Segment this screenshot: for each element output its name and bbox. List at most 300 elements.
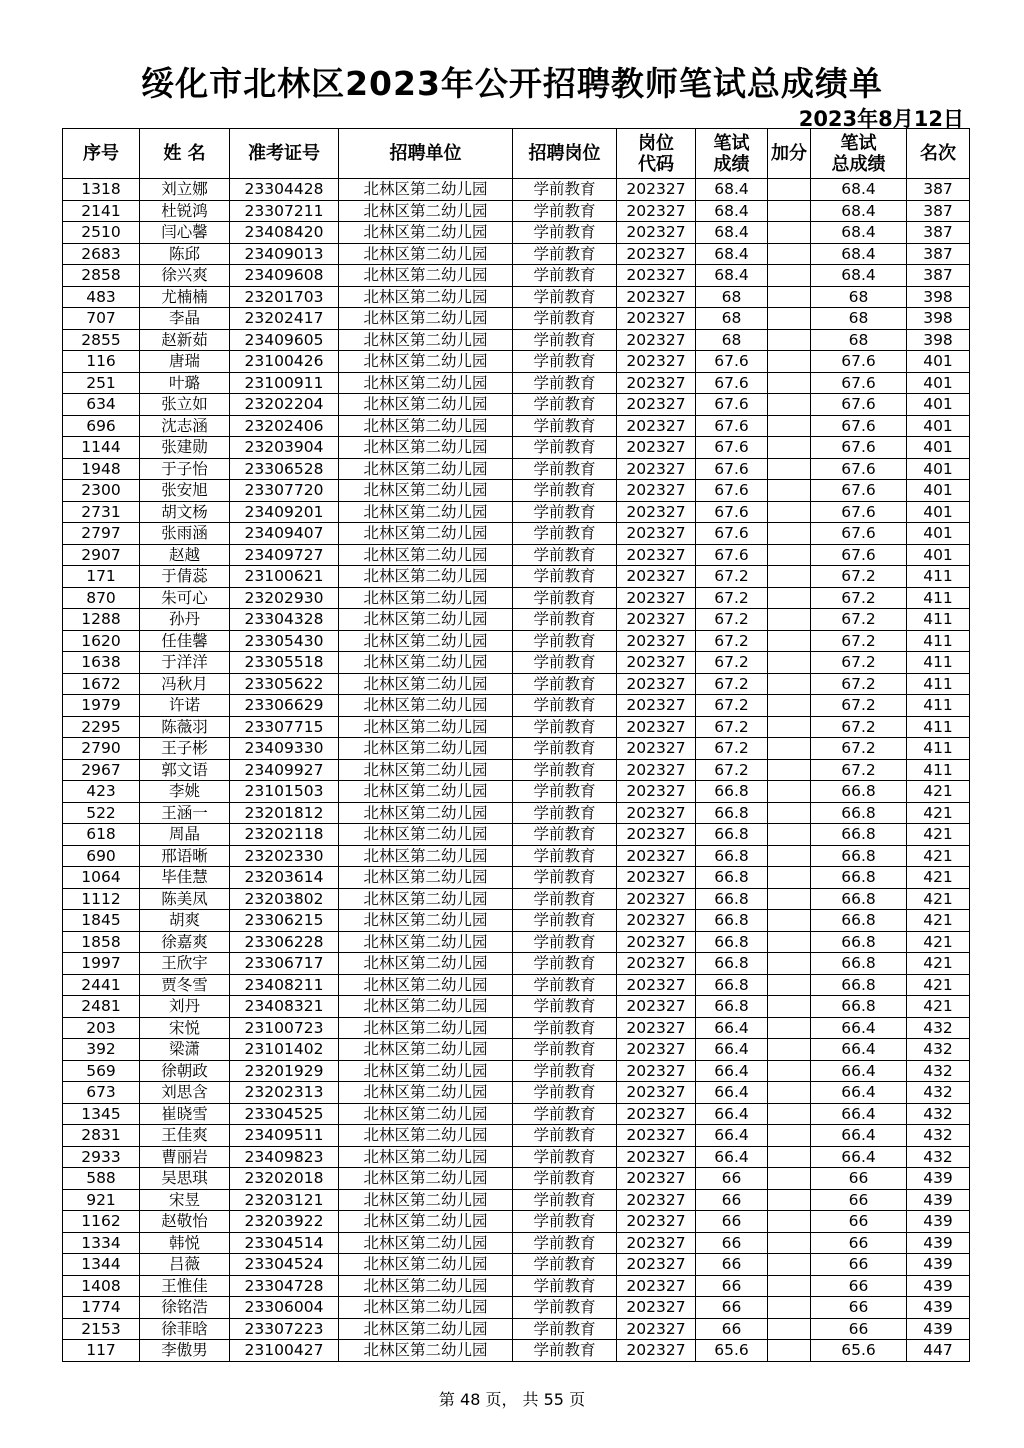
- serial-cell: 2790: [63, 738, 140, 760]
- serial-cell: 2933: [63, 1146, 140, 1168]
- table-row: [63, 243, 970, 265]
- exam-id-cell: 23203922: [230, 1211, 339, 1233]
- employer-cell: 北林区第二幼儿园: [339, 738, 513, 760]
- position-cell: 学前教育: [513, 759, 617, 781]
- total-score-cell: 68.4: [811, 222, 907, 244]
- rank-cell: 398: [907, 329, 970, 351]
- table-row: [63, 1017, 970, 1039]
- exam-id-cell: 23408321: [230, 996, 339, 1018]
- written-score-cell: 66.4: [696, 1146, 768, 1168]
- position-cell: 学前教育: [513, 716, 617, 738]
- table-row: [63, 1039, 970, 1061]
- position-code-cell: 202327: [617, 394, 696, 416]
- written-score-cell: 66.8: [696, 867, 768, 889]
- name-cell: 宋悦: [140, 1017, 230, 1039]
- position-code-cell: 202327: [617, 222, 696, 244]
- table-row: [63, 1125, 970, 1147]
- employer-cell: 北林区第二幼儿园: [339, 200, 513, 222]
- exam-id-cell: 23100723: [230, 1017, 339, 1039]
- position-cell: 学前教育: [513, 1254, 617, 1276]
- serial-cell: 1345: [63, 1103, 140, 1125]
- position-cell: 学前教育: [513, 1146, 617, 1168]
- written-score-cell: 67.6: [696, 437, 768, 459]
- table-row: [63, 480, 970, 502]
- rank-cell: 401: [907, 458, 970, 480]
- employer-cell: 北林区第二幼儿园: [339, 437, 513, 459]
- page-footer: 第 48 页， 共 55 页: [438, 1390, 586, 1409]
- name-cell: 刘思含: [140, 1082, 230, 1104]
- serial-cell: 588: [63, 1168, 140, 1190]
- rank-cell: 398: [907, 286, 970, 308]
- table-row: [63, 974, 970, 996]
- table-row: [63, 1189, 970, 1211]
- exam-id-cell: 23304428: [230, 179, 339, 201]
- position-code-cell: 202327: [617, 781, 696, 803]
- written-score-cell: 66.8: [696, 996, 768, 1018]
- position-cell: 学前教育: [513, 867, 617, 889]
- written-score-cell: 67.6: [696, 372, 768, 394]
- rank-cell: 401: [907, 480, 970, 502]
- table-header-row: [63, 129, 970, 179]
- serial-cell: 673: [63, 1082, 140, 1104]
- name-cell: 于洋洋: [140, 652, 230, 674]
- bonus-cell: [768, 566, 811, 588]
- name-cell: 邢语晰: [140, 845, 230, 867]
- name-cell: 李晶: [140, 308, 230, 330]
- written-score-cell: 67.6: [696, 394, 768, 416]
- written-score-cell: 67.6: [696, 351, 768, 373]
- table-row: [63, 1168, 970, 1190]
- table-row: [63, 1060, 970, 1082]
- serial-cell: 1288: [63, 609, 140, 631]
- position-code-cell: 202327: [617, 1318, 696, 1340]
- total-score-cell: 67.6: [811, 523, 907, 545]
- written-score-cell: 66.8: [696, 931, 768, 953]
- written-score-cell: 66: [696, 1297, 768, 1319]
- table-row: [63, 1318, 970, 1340]
- written-score-cell: 67.2: [696, 609, 768, 631]
- header-position-code: 岗位 代码: [617, 129, 696, 179]
- rank-cell: 439: [907, 1211, 970, 1233]
- bonus-cell: [768, 372, 811, 394]
- written-score-cell: 66: [696, 1168, 768, 1190]
- total-score-cell: 66.4: [811, 1082, 907, 1104]
- written-score-cell: 66.8: [696, 974, 768, 996]
- serial-cell: 1858: [63, 931, 140, 953]
- bonus-cell: [768, 1146, 811, 1168]
- employer-cell: 北林区第二幼儿园: [339, 931, 513, 953]
- position-cell: 学前教育: [513, 587, 617, 609]
- table-row: [63, 501, 970, 523]
- total-score-cell: 66.8: [811, 974, 907, 996]
- total-score-cell: 66.8: [811, 845, 907, 867]
- table-row: [63, 1232, 970, 1254]
- name-cell: 尤楠楠: [140, 286, 230, 308]
- exam-id-cell: 23304524: [230, 1254, 339, 1276]
- written-score-cell: 66: [696, 1318, 768, 1340]
- written-score-cell: 66.4: [696, 1103, 768, 1125]
- bonus-cell: [768, 1211, 811, 1233]
- table-row: [63, 544, 970, 566]
- name-cell: 崔晓雪: [140, 1103, 230, 1125]
- exam-id-cell: 23409823: [230, 1146, 339, 1168]
- employer-cell: 北林区第二幼儿园: [339, 867, 513, 889]
- exam-id-cell: 23203614: [230, 867, 339, 889]
- table-row: [63, 372, 970, 394]
- position-code-cell: 202327: [617, 1060, 696, 1082]
- name-cell: 宋昱: [140, 1189, 230, 1211]
- rank-cell: 411: [907, 609, 970, 631]
- employer-cell: 北林区第二幼儿园: [339, 1254, 513, 1276]
- serial-cell: 690: [63, 845, 140, 867]
- table-row: [63, 566, 970, 588]
- serial-cell: 696: [63, 415, 140, 437]
- name-cell: 张雨涵: [140, 523, 230, 545]
- position-code-cell: 202327: [617, 566, 696, 588]
- table-row: [63, 824, 970, 846]
- table-row: [63, 1275, 970, 1297]
- position-cell: 学前教育: [513, 695, 617, 717]
- serial-cell: 618: [63, 824, 140, 846]
- total-score-cell: 68: [811, 329, 907, 351]
- table-row: [63, 308, 970, 330]
- name-cell: 赵新茹: [140, 329, 230, 351]
- bonus-cell: [768, 1017, 811, 1039]
- exam-id-cell: 23202018: [230, 1168, 339, 1190]
- exam-id-cell: 23202417: [230, 308, 339, 330]
- table-row: [63, 286, 970, 308]
- name-cell: 王佳爽: [140, 1125, 230, 1147]
- position-cell: 学前教育: [513, 652, 617, 674]
- bonus-cell: [768, 1275, 811, 1297]
- rank-cell: 401: [907, 437, 970, 459]
- position-cell: 学前教育: [513, 781, 617, 803]
- written-score-cell: 66.4: [696, 1125, 768, 1147]
- position-code-cell: 202327: [617, 1340, 696, 1362]
- total-score-cell: 66: [811, 1275, 907, 1297]
- employer-cell: 北林区第二幼儿园: [339, 1146, 513, 1168]
- name-cell: 张建勋: [140, 437, 230, 459]
- rank-cell: 411: [907, 587, 970, 609]
- header-rank: 名次: [907, 129, 970, 179]
- name-cell: 朱可心: [140, 587, 230, 609]
- serial-cell: 1845: [63, 910, 140, 932]
- total-score-cell: 66.4: [811, 1125, 907, 1147]
- table-row: [63, 1082, 970, 1104]
- bonus-cell: [768, 179, 811, 201]
- exam-id-cell: 23307211: [230, 200, 339, 222]
- exam-id-cell: 23100911: [230, 372, 339, 394]
- position-code-cell: 202327: [617, 1232, 696, 1254]
- exam-id-cell: 23201703: [230, 286, 339, 308]
- employer-cell: 北林区第二幼儿园: [339, 501, 513, 523]
- position-code-cell: 202327: [617, 695, 696, 717]
- position-code-cell: 202327: [617, 738, 696, 760]
- position-code-cell: 202327: [617, 1254, 696, 1276]
- written-score-cell: 67.6: [696, 415, 768, 437]
- total-score-cell: 66.8: [811, 867, 907, 889]
- bonus-cell: [768, 974, 811, 996]
- rank-cell: 439: [907, 1254, 970, 1276]
- employer-cell: 北林区第二幼儿园: [339, 609, 513, 631]
- written-score-cell: 66.8: [696, 845, 768, 867]
- bonus-cell: [768, 1082, 811, 1104]
- serial-cell: 2481: [63, 996, 140, 1018]
- name-cell: 徐朝政: [140, 1060, 230, 1082]
- serial-cell: 2683: [63, 243, 140, 265]
- exam-id-cell: 23201812: [230, 802, 339, 824]
- total-score-cell: 67.6: [811, 394, 907, 416]
- position-code-cell: 202327: [617, 1103, 696, 1125]
- position-code-cell: 202327: [617, 1125, 696, 1147]
- exam-id-cell: 23409201: [230, 501, 339, 523]
- serial-cell: 171: [63, 566, 140, 588]
- table-row: [63, 695, 970, 717]
- total-score-cell: 66.8: [811, 910, 907, 932]
- table-row: [63, 1340, 970, 1362]
- name-cell: 冯秋月: [140, 673, 230, 695]
- position-code-cell: 202327: [617, 673, 696, 695]
- name-cell: 吕薇: [140, 1254, 230, 1276]
- written-score-cell: 68.4: [696, 265, 768, 287]
- serial-cell: 1162: [63, 1211, 140, 1233]
- written-score-cell: 67.2: [696, 587, 768, 609]
- position-code-cell: 202327: [617, 888, 696, 910]
- exam-id-cell: 23202330: [230, 845, 339, 867]
- employer-cell: 北林区第二幼儿园: [339, 566, 513, 588]
- rank-cell: 421: [907, 781, 970, 803]
- bonus-cell: [768, 931, 811, 953]
- name-cell: 曹丽岩: [140, 1146, 230, 1168]
- position-code-cell: 202327: [617, 1017, 696, 1039]
- position-cell: 学前教育: [513, 931, 617, 953]
- rank-cell: 432: [907, 1082, 970, 1104]
- rank-cell: 421: [907, 974, 970, 996]
- bonus-cell: [768, 544, 811, 566]
- position-code-cell: 202327: [617, 609, 696, 631]
- bonus-cell: [768, 1297, 811, 1319]
- bonus-cell: [768, 695, 811, 717]
- employer-cell: 北林区第二幼儿园: [339, 329, 513, 351]
- employer-cell: 北林区第二幼儿园: [339, 351, 513, 373]
- table-row: [63, 802, 970, 824]
- total-score-cell: 66: [811, 1232, 907, 1254]
- position-code-cell: 202327: [617, 265, 696, 287]
- employer-cell: 北林区第二幼儿园: [339, 845, 513, 867]
- written-score-cell: 66.4: [696, 1082, 768, 1104]
- serial-cell: 1318: [63, 179, 140, 201]
- employer-cell: 北林区第二幼儿园: [339, 544, 513, 566]
- position-code-cell: 202327: [617, 501, 696, 523]
- exam-id-cell: 23202204: [230, 394, 339, 416]
- exam-id-cell: 23305518: [230, 652, 339, 674]
- rank-cell: 447: [907, 1340, 970, 1362]
- name-cell: 刘立娜: [140, 179, 230, 201]
- table-row: [63, 759, 970, 781]
- table-row: [63, 587, 970, 609]
- total-score-cell: 67.6: [811, 372, 907, 394]
- exam-id-cell: 23409407: [230, 523, 339, 545]
- table-row: [63, 673, 970, 695]
- exam-id-cell: 23101402: [230, 1039, 339, 1061]
- total-score-cell: 66.4: [811, 1017, 907, 1039]
- employer-cell: 北林区第二幼儿园: [339, 673, 513, 695]
- position-code-cell: 202327: [617, 953, 696, 975]
- exam-id-cell: 23203802: [230, 888, 339, 910]
- total-score-cell: 68.4: [811, 200, 907, 222]
- position-cell: 学前教育: [513, 974, 617, 996]
- employer-cell: 北林区第二幼儿园: [339, 974, 513, 996]
- rank-cell: 421: [907, 888, 970, 910]
- exam-id-cell: 23408420: [230, 222, 339, 244]
- written-score-cell: 66: [696, 1232, 768, 1254]
- rank-cell: 432: [907, 1017, 970, 1039]
- employer-cell: 北林区第二幼儿园: [339, 458, 513, 480]
- employer-cell: 北林区第二幼儿园: [339, 1232, 513, 1254]
- exam-id-cell: 23202930: [230, 587, 339, 609]
- position-code-cell: 202327: [617, 544, 696, 566]
- serial-cell: 1672: [63, 673, 140, 695]
- header-total-score: 笔试 总成绩: [811, 129, 907, 179]
- bonus-cell: [768, 845, 811, 867]
- name-cell: 孙丹: [140, 609, 230, 631]
- position-cell: 学前教育: [513, 544, 617, 566]
- exam-id-cell: 23201929: [230, 1060, 339, 1082]
- rank-cell: 387: [907, 200, 970, 222]
- name-cell: 陈美凤: [140, 888, 230, 910]
- serial-cell: 117: [63, 1340, 140, 1362]
- exam-id-cell: 23409013: [230, 243, 339, 265]
- written-score-cell: 67.2: [696, 673, 768, 695]
- table-row: [63, 1297, 970, 1319]
- position-cell: 学前教育: [513, 802, 617, 824]
- bonus-cell: [768, 286, 811, 308]
- position-code-cell: 202327: [617, 523, 696, 545]
- table-row: [63, 652, 970, 674]
- name-cell: 梁潇: [140, 1039, 230, 1061]
- bonus-cell: [768, 630, 811, 652]
- position-code-cell: 202327: [617, 974, 696, 996]
- exam-id-cell: 23408211: [230, 974, 339, 996]
- bonus-cell: [768, 243, 811, 265]
- rank-cell: 401: [907, 351, 970, 373]
- position-code-cell: 202327: [617, 996, 696, 1018]
- written-score-cell: 67.6: [696, 544, 768, 566]
- exam-id-cell: 23307223: [230, 1318, 339, 1340]
- written-score-cell: 68.4: [696, 243, 768, 265]
- serial-cell: 251: [63, 372, 140, 394]
- position-cell: 学前教育: [513, 1060, 617, 1082]
- employer-cell: 北林区第二幼儿园: [339, 652, 513, 674]
- employer-cell: 北林区第二幼儿园: [339, 415, 513, 437]
- position-cell: 学前教育: [513, 265, 617, 287]
- serial-cell: 870: [63, 587, 140, 609]
- table-row: [63, 716, 970, 738]
- total-score-cell: 66.8: [811, 888, 907, 910]
- serial-cell: 2967: [63, 759, 140, 781]
- position-cell: 学前教育: [513, 351, 617, 373]
- position-code-cell: 202327: [617, 802, 696, 824]
- position-code-cell: 202327: [617, 458, 696, 480]
- table-row: [63, 415, 970, 437]
- bonus-cell: [768, 716, 811, 738]
- exam-id-cell: 23304728: [230, 1275, 339, 1297]
- name-cell: 叶璐: [140, 372, 230, 394]
- table-row: [63, 910, 970, 932]
- employer-cell: 北林区第二幼儿园: [339, 802, 513, 824]
- position-cell: 学前教育: [513, 1039, 617, 1061]
- exam-id-cell: 23306228: [230, 931, 339, 953]
- position-cell: 学前教育: [513, 458, 617, 480]
- employer-cell: 北林区第二幼儿园: [339, 1275, 513, 1297]
- rank-cell: 401: [907, 523, 970, 545]
- total-score-cell: 66.4: [811, 1146, 907, 1168]
- name-cell: 任佳馨: [140, 630, 230, 652]
- document-title: 绥化市北林区2023年公开招聘教师笔试总成绩单: [141, 64, 883, 103]
- exam-id-cell: 23202313: [230, 1082, 339, 1104]
- written-score-cell: 67.2: [696, 652, 768, 674]
- employer-cell: 北林区第二幼儿园: [339, 523, 513, 545]
- rank-cell: 421: [907, 931, 970, 953]
- name-cell: 徐兴爽: [140, 265, 230, 287]
- employer-cell: 北林区第二幼儿园: [339, 759, 513, 781]
- written-score-cell: 67.2: [696, 759, 768, 781]
- serial-cell: 1334: [63, 1232, 140, 1254]
- employer-cell: 北林区第二幼儿园: [339, 953, 513, 975]
- exam-id-cell: 23304514: [230, 1232, 339, 1254]
- exam-id-cell: 23307715: [230, 716, 339, 738]
- position-cell: 学前教育: [513, 243, 617, 265]
- position-code-cell: 202327: [617, 630, 696, 652]
- position-code-cell: 202327: [617, 480, 696, 502]
- written-score-cell: 66.8: [696, 781, 768, 803]
- table-row: [63, 394, 970, 416]
- name-cell: 贾冬雪: [140, 974, 230, 996]
- serial-cell: 1774: [63, 1297, 140, 1319]
- employer-cell: 北林区第二幼儿园: [339, 996, 513, 1018]
- written-score-cell: 66.8: [696, 802, 768, 824]
- name-cell: 李姚: [140, 781, 230, 803]
- position-cell: 学前教育: [513, 1189, 617, 1211]
- written-score-cell: 66: [696, 1275, 768, 1297]
- name-cell: 王涵一: [140, 802, 230, 824]
- exam-id-cell: 23306717: [230, 953, 339, 975]
- serial-cell: 2441: [63, 974, 140, 996]
- name-cell: 韩悦: [140, 1232, 230, 1254]
- written-score-cell: 68.4: [696, 179, 768, 201]
- bonus-cell: [768, 652, 811, 674]
- position-code-cell: 202327: [617, 308, 696, 330]
- total-score-cell: 66.4: [811, 1060, 907, 1082]
- written-score-cell: 66: [696, 1211, 768, 1233]
- position-cell: 学前教育: [513, 824, 617, 846]
- serial-cell: 116: [63, 351, 140, 373]
- bonus-cell: [768, 394, 811, 416]
- total-score-cell: 66.8: [811, 996, 907, 1018]
- rank-cell: 439: [907, 1168, 970, 1190]
- name-cell: 杜锐鸿: [140, 200, 230, 222]
- employer-cell: 北林区第二幼儿园: [339, 824, 513, 846]
- rank-cell: 421: [907, 802, 970, 824]
- bonus-cell: [768, 1232, 811, 1254]
- written-score-cell: 67.2: [696, 566, 768, 588]
- employer-cell: 北林区第二幼儿园: [339, 1125, 513, 1147]
- name-cell: 毕佳慧: [140, 867, 230, 889]
- position-cell: 学前教育: [513, 888, 617, 910]
- position-code-cell: 202327: [617, 1297, 696, 1319]
- total-score-cell: 67.2: [811, 759, 907, 781]
- exam-id-cell: 23202406: [230, 415, 339, 437]
